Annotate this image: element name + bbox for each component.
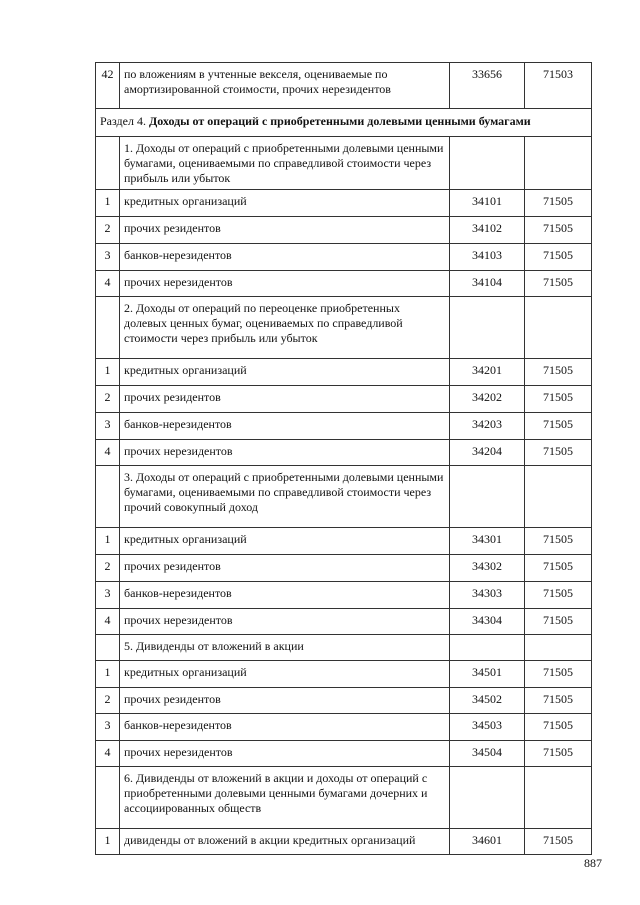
- account-code: [450, 137, 525, 190]
- row-number: 1: [96, 661, 120, 688]
- account-code: 34204: [450, 440, 525, 466]
- row-number: 1: [96, 829, 120, 855]
- table-row: [96, 244, 592, 271]
- account-code: 34301: [450, 528, 525, 555]
- account-code: 34203: [450, 413, 525, 440]
- row-number: 1: [96, 528, 120, 555]
- row-description: прочих нерезидентов: [120, 271, 450, 297]
- row-description: прочих резидентов: [120, 217, 450, 244]
- table-row: [96, 466, 592, 528]
- symbol-code: 71505: [525, 661, 592, 688]
- row-description: кредитных организаций: [120, 190, 450, 217]
- row-description: по вложениям в учтенные векселя, оцениваемые по амортизированной стоимости, прочих нерезидентов: [120, 63, 450, 109]
- account-code: 34503: [450, 714, 525, 741]
- table-row: [96, 440, 592, 466]
- row-number: 2: [96, 217, 120, 244]
- symbol-code: [525, 137, 592, 190]
- section-header: [96, 109, 592, 137]
- account-code: 34302: [450, 555, 525, 582]
- account-code: [450, 466, 525, 528]
- account-code: 34502: [450, 688, 525, 714]
- symbol-code: [525, 466, 592, 528]
- row-description: 3. Доходы от операций с приобретенными долевыми ценными бумагами, оцениваемыми по справедливой стоимости через прочий совокупный доход: [120, 466, 450, 528]
- symbol-code: 71505: [525, 829, 592, 855]
- symbol-code: 71503: [525, 63, 592, 109]
- row-description: банков-нерезидентов: [120, 582, 450, 609]
- row-number: 2: [96, 688, 120, 714]
- table-row: [96, 271, 592, 297]
- accounts-table-body: [96, 63, 592, 855]
- row-description: прочих нерезидентов: [120, 440, 450, 466]
- symbol-code: [525, 767, 592, 829]
- symbol-code: 71505: [525, 741, 592, 767]
- account-code: 34601: [450, 829, 525, 855]
- symbol-code: 71505: [525, 190, 592, 217]
- symbol-code: 71505: [525, 555, 592, 582]
- table-row: [96, 359, 592, 386]
- page-number: 887: [584, 856, 602, 870]
- symbol-code: 71505: [525, 271, 592, 297]
- symbol-code: [525, 297, 592, 359]
- row-number: [96, 297, 120, 359]
- account-code: 34201: [450, 359, 525, 386]
- account-code: [450, 297, 525, 359]
- row-number: [96, 137, 120, 190]
- row-description: прочих резидентов: [120, 688, 450, 714]
- symbol-code: 71505: [525, 440, 592, 466]
- row-description: банков-нерезидентов: [120, 244, 450, 271]
- row-number: 3: [96, 413, 120, 440]
- section-prefix: Раздел 4.: [100, 114, 149, 128]
- table-row: [96, 635, 592, 661]
- account-code: 33656: [450, 63, 525, 109]
- account-code: [450, 767, 525, 829]
- row-number: 42: [96, 63, 120, 109]
- symbol-code: 71505: [525, 217, 592, 244]
- row-number: 2: [96, 386, 120, 413]
- accounts-table: [95, 62, 592, 855]
- table-row: [96, 190, 592, 217]
- table-row: [96, 137, 592, 190]
- table-row: [96, 413, 592, 440]
- row-description: прочих нерезидентов: [120, 609, 450, 635]
- account-code: [450, 635, 525, 661]
- symbol-code: 71505: [525, 582, 592, 609]
- row-description: прочих нерезидентов: [120, 741, 450, 767]
- row-number: 1: [96, 190, 120, 217]
- table-row: [96, 297, 592, 359]
- row-number: [96, 466, 120, 528]
- symbol-code: 71505: [525, 386, 592, 413]
- account-code: 34103: [450, 244, 525, 271]
- table-row: [96, 661, 592, 688]
- account-code: 34102: [450, 217, 525, 244]
- table-row: [96, 555, 592, 582]
- account-code: 34101: [450, 190, 525, 217]
- account-code: 34504: [450, 741, 525, 767]
- symbol-code: 71505: [525, 609, 592, 635]
- table-row: [96, 829, 592, 855]
- symbol-code: [525, 635, 592, 661]
- row-description: кредитных организаций: [120, 528, 450, 555]
- row-number: 4: [96, 440, 120, 466]
- symbol-code: 71505: [525, 359, 592, 386]
- symbol-code: 71505: [525, 688, 592, 714]
- row-number: 2: [96, 555, 120, 582]
- row-description: 5. Дивиденды от вложений в акции: [120, 635, 450, 661]
- row-number: [96, 767, 120, 829]
- row-number: [96, 635, 120, 661]
- table-row: [96, 714, 592, 741]
- row-description: 1. Доходы от операций с приобретенными долевыми ценными бумагами, оцениваемыми по справедливой стоимости через прибыль или убыток: [120, 137, 450, 190]
- row-number: 4: [96, 609, 120, 635]
- account-code: 34104: [450, 271, 525, 297]
- table-row: [96, 688, 592, 714]
- table-row: [96, 582, 592, 609]
- table-row: [96, 741, 592, 767]
- row-description: кредитных организаций: [120, 661, 450, 688]
- row-number: 4: [96, 741, 120, 767]
- symbol-code: 71505: [525, 714, 592, 741]
- symbol-code: 71505: [525, 244, 592, 271]
- account-code: 34303: [450, 582, 525, 609]
- table-row: [96, 528, 592, 555]
- row-description: кредитных организаций: [120, 359, 450, 386]
- row-number: 3: [96, 582, 120, 609]
- row-description: прочих резидентов: [120, 555, 450, 582]
- row-number: 3: [96, 244, 120, 271]
- row-number: 3: [96, 714, 120, 741]
- account-code: 34501: [450, 661, 525, 688]
- account-code: 34202: [450, 386, 525, 413]
- account-code: 34304: [450, 609, 525, 635]
- row-description: прочих резидентов: [120, 386, 450, 413]
- row-description: дивиденды от вложений в акции кредитных организаций: [120, 829, 450, 855]
- section-header-row: [96, 109, 592, 137]
- row-description: 2. Доходы от операций по переоценке приобретенных долевых ценных бумаг, оцениваемых по справедливой стоимости через прибыль или убыток: [120, 297, 450, 359]
- row-description: банков-нерезидентов: [120, 714, 450, 741]
- symbol-code: 71505: [525, 413, 592, 440]
- symbol-code: 71505: [525, 528, 592, 555]
- table-row: [96, 609, 592, 635]
- row-description: банков-нерезидентов: [120, 413, 450, 440]
- table-row: [96, 217, 592, 244]
- table-row: [96, 386, 592, 413]
- row-description: 6. Дивиденды от вложений в акции и доходы от операций с приобретенными долевыми ценными бумагами дочерних и ассоциированных обществ: [120, 767, 450, 829]
- section-title: Доходы от операций с приобретенными долевыми ценными бумагами: [148, 114, 531, 128]
- table-row: [96, 63, 592, 109]
- row-number: 1: [96, 359, 120, 386]
- table-row: [96, 767, 592, 829]
- row-number: 4: [96, 271, 120, 297]
